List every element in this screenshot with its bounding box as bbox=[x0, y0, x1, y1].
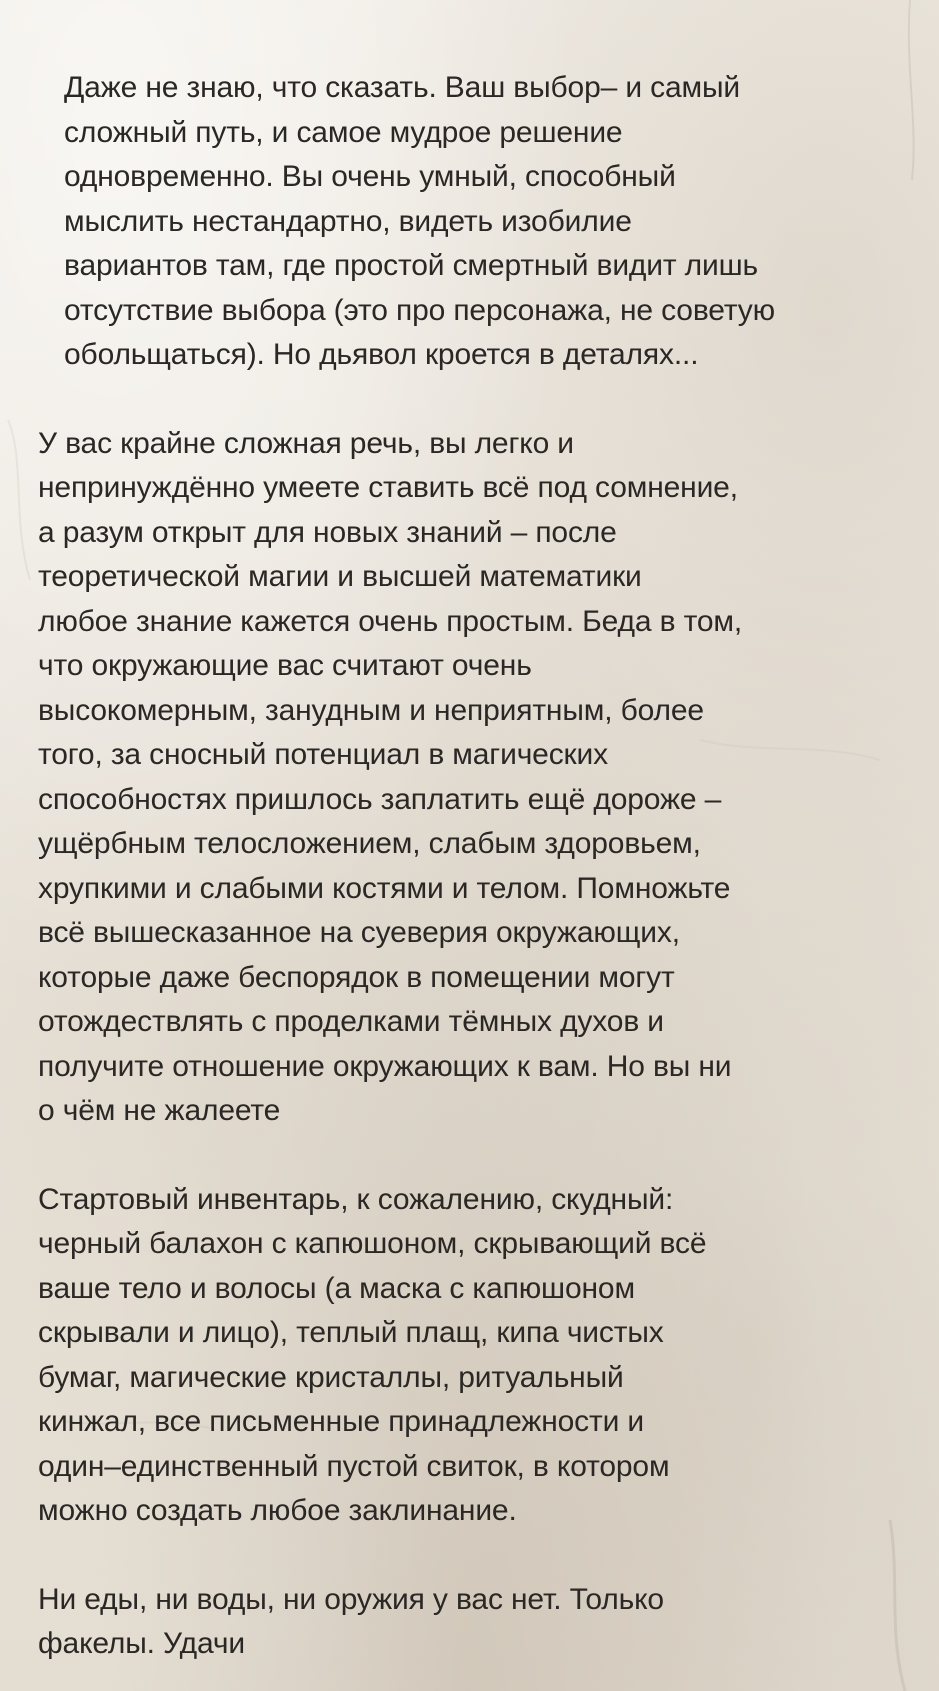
paragraph-1: Даже не знаю, что сказать. Ваш выбор– и самый сложный путь, и самое мудрое решение одновременно. Вы очень умный, способный мыслить нестандартно, видеть изобилие вариантов там, где простой смертный видит лишь отсутствие выбора (это про персонажа, не советую обольщаться). Но дьявол кроется в деталях... bbox=[64, 71, 775, 371]
paragraph-4: Ни еды, ни воды, ни оружия у вас нет. Только факелы. Удачи bbox=[38, 1582, 664, 1660]
paragraph-3: Стартовый инвентарь, к сожалению, скудный: черный балахон с капюшоном, скрывающий всё ваше тело и волосы (а маска с капюшоном скрывали и лицо), теплый плащ, кипа чистых бумаг, магические кристаллы, ритуальный кинжал, все письменные принадлежности и один–единственный пустой свиток, в котором можно создать любое заклинание. bbox=[38, 1182, 707, 1527]
paragraph-2: У вас крайне сложная речь, вы легко и непринуждённо умеете ставить всё под сомнение, а разум открыт для новых знаний – после теоретической магии и высшей математики любое знание кажется очень простым. Беда в том, что окружающие вас считают очень высокомерным, занудным и неприятным, более того, за сносный потенциал в магических способностях пришлось заплатить ещё дороже – ущёрбным телосложением, слабым здоровьем, хрупкими и слабыми костями и телом. Помножьте всё вышесказанное на суеверия окружающих, которые даже беспорядок в помещении могут отождествлять с проделками тёмных духов и получите отношение окружающих к вам. Но вы ни о чём не жалеете bbox=[38, 426, 743, 1127]
document-text bbox=[38, 66, 918, 1667]
